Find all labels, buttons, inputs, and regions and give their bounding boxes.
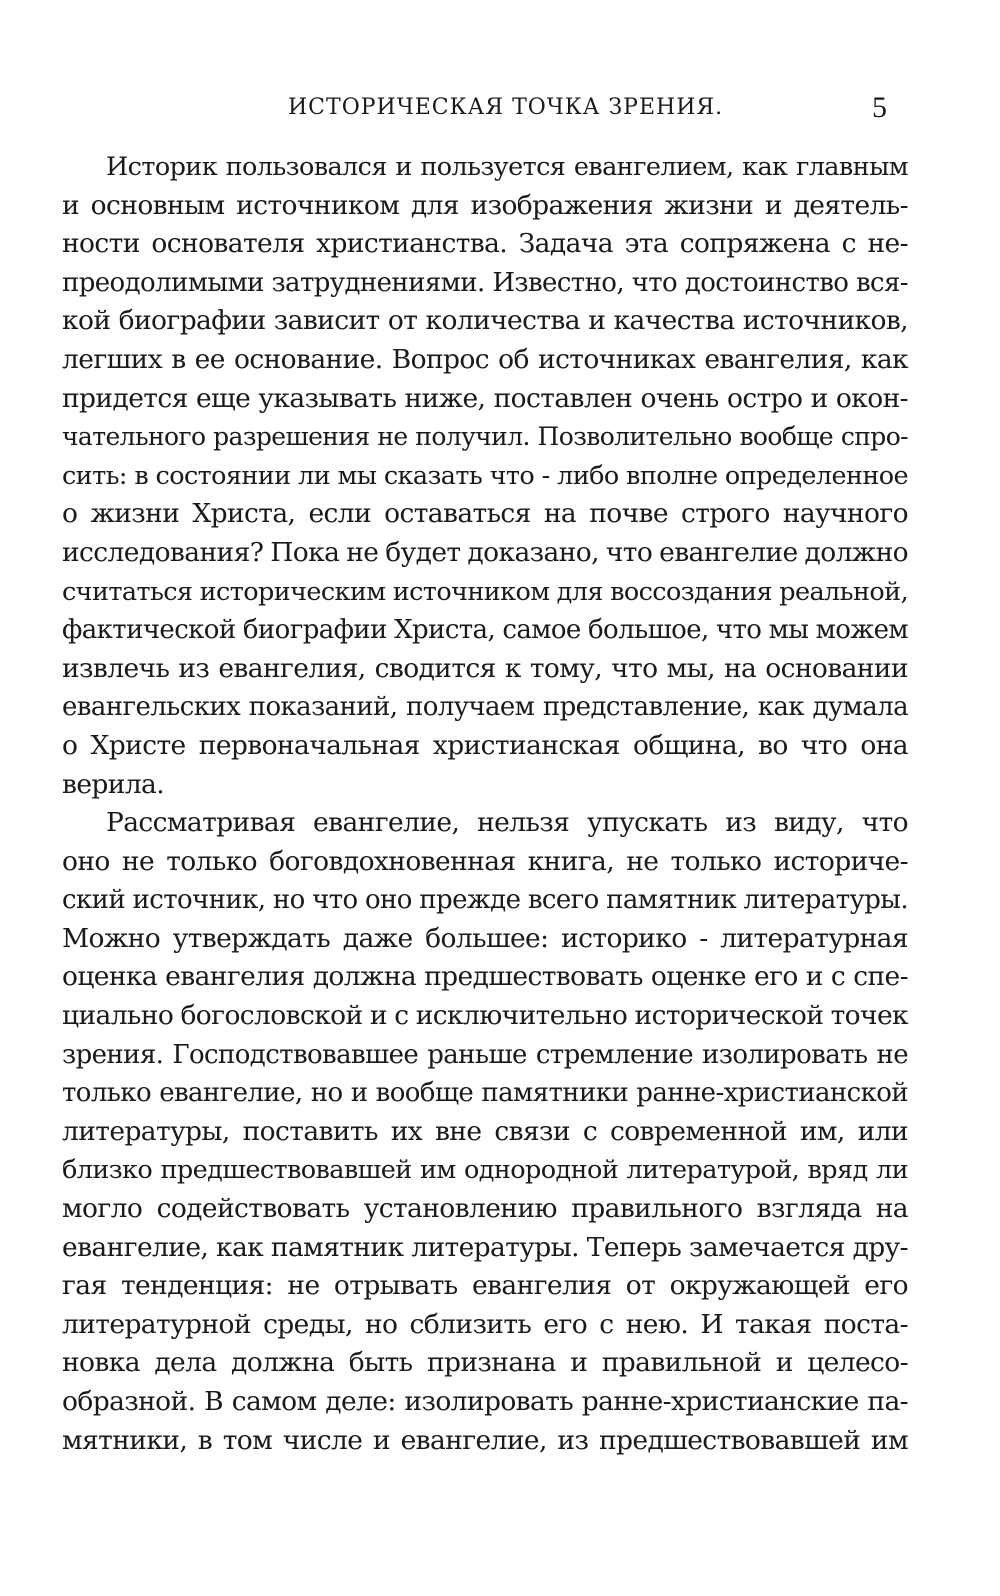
text-line: мятники, в том числе и евангелие, из предшествовавшей им (62, 1424, 908, 1456)
text-line: сить: в состоянии ли мы сказать что - либо вполне определенное (62, 460, 908, 491)
text-line: евангельских показаний, получаем представление, как думала (62, 692, 908, 723)
text-line: кой биографии зависит от количества и качества источников, (62, 305, 908, 337)
text-line: ский источник, но что оно прежде всего памятник литературы. (62, 885, 908, 916)
text-line: зрения. Господствовавшее раньше стремление изолировать не (62, 1039, 908, 1070)
text-line: ности основателя христианства. Задача эта сопряжена с не- (62, 228, 908, 260)
text-line: гая тенденция: не отрывать евангелия от окружающей его (62, 1270, 908, 1302)
text-line: и основным источником для изображения жизни и деятель- (62, 189, 908, 221)
page-number: 5 (872, 91, 887, 124)
text-line: оценка евангелия должна предшествовать оценке его и с спе- (62, 961, 908, 993)
text-line: придется еще указывать ниже, поставлен очень остро и окон- (62, 382, 908, 414)
text-line: о Христе первоначальная христианская община, во что она (62, 729, 908, 761)
text-line: верила. (62, 768, 165, 800)
text-line: Рассматривая евангелие, нельзя упускать из виду, что (106, 807, 908, 839)
text-line: чательного разрешения не получил. Позволительно вообще спро- (62, 422, 908, 452)
running-title: ИСТОРИЧЕСКАЯ ТОЧКА ЗРЕНИЯ. (288, 95, 724, 120)
text-line: новка дела должна быть признана и правильной и целесо- (62, 1347, 908, 1379)
text-line: Историк пользовался и пользуется евангелием, как главным (106, 152, 908, 182)
text-line: литературной среды, но сблизить его с нею. И такая поста- (62, 1308, 908, 1340)
text-line: преодолимыми затруднениями. Известно, что достоинство вся- (62, 267, 908, 298)
text-line: извлечь из евангелия, сводится к тому, что мы, на основании (62, 652, 908, 684)
running-head (0, 88, 1000, 128)
text-line: циально богословской и с исключительно исторической точек (62, 1000, 908, 1032)
body-text (62, 148, 908, 1460)
text-line: исследования? Пока не будет доказано, что евангелие должно (62, 536, 908, 568)
text-line: о жизни Христа, если оставаться на почве строго научного (62, 498, 908, 530)
text-line: оно не только боговдохновенная книга, не только историче- (62, 845, 908, 877)
text-line: могло содействовать установлению правильного взгляда на (62, 1193, 908, 1225)
text-line: литературы, поставить их вне связи с современной им, или (62, 1115, 908, 1147)
text-line: Можно утверждать даже большее: историко - литературная (62, 922, 908, 954)
text-line: только евангелие, но и вообще памятники ранне-христианской (62, 1078, 908, 1109)
text-line: образной. В самом деле: изолировать ранне-христианские па- (62, 1386, 908, 1417)
text-line: фактической биографии Христа, самое большое, что мы можем (62, 615, 908, 646)
text-line: легших в ее основание. Вопрос об источниках евангелия, как (62, 343, 908, 375)
text-line: считаться историческим источником для воссоздания реальной, (62, 576, 908, 607)
text-line: близко предшествовавшей им однородной литературой, вряд ли (62, 1155, 908, 1186)
text-line: евангелие, как памятник литературы. Теперь замечается дру- (62, 1231, 908, 1263)
